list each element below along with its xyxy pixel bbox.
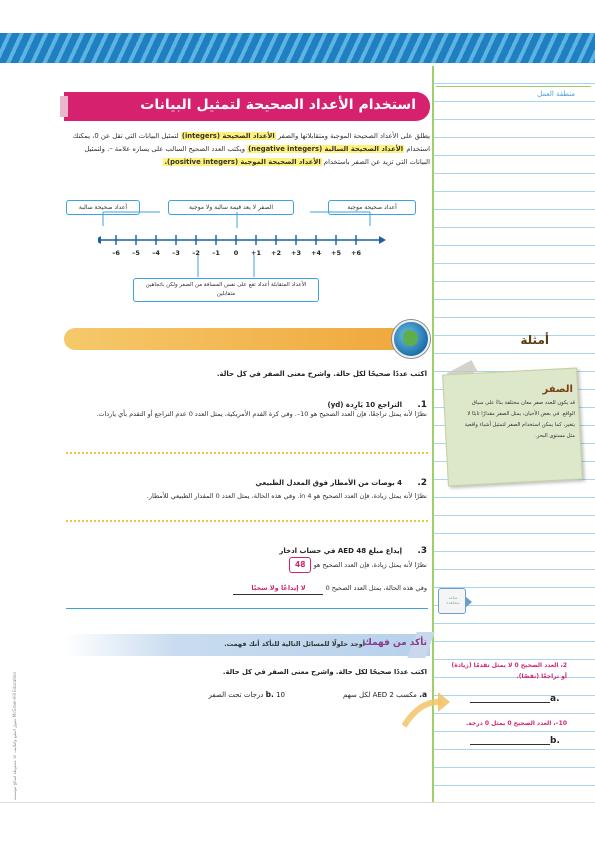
divider-dots-1: [66, 452, 428, 454]
number-line-tick-label: –5: [132, 249, 140, 257]
label-zero-neither: الصفر لا يعد قيمة سالبة ولا موجبة: [168, 200, 294, 215]
example-3-heading: [127, 538, 427, 557]
example-2-body: نظرًا لأنه يمثل زيادة، فإن العدد الصحيح هو 4 in. وفي هذه الحالة، يمثل العدد 0 المقدار الطبيعي للأمطار.: [146, 492, 427, 500]
margin-note-icon: [438, 588, 466, 614]
note-body: قد يكون للعدد صفر معان مختلفة بناءً على سياق الواقع. في بعض الأحيان، يمثل الصفر مقدارًا ثابتًا لا يتغير، كما يمكن استخدام الصفر لتمثيل أشياء واقعية مثل مستوى البحر.: [464, 400, 575, 439]
number-line-tick-label: –3: [172, 249, 180, 257]
answer-a-label: a.: [550, 694, 560, 704]
number-line-tick-label: +1: [251, 249, 261, 257]
lesson-title-bar: [64, 92, 430, 121]
answer-b-line: [470, 744, 550, 745]
work-area-title: منطقة العمل: [537, 90, 575, 98]
example-3-body-line2: [127, 582, 427, 595]
example-3-title: إيداع مبلغ 48 AED في حساب ادخار: [279, 547, 403, 555]
number-line-tick-label: –2: [192, 249, 200, 257]
label-negative-integers: أعداد صحيحة سالبة: [66, 200, 140, 215]
intro-text-3: ويكتب العدد الصحيح السالب على يساره علامة –. ولتمثيل البيانات التي تزيد عن الصفر باستخدام: [84, 145, 430, 166]
examples-title: أمثلة: [520, 333, 549, 347]
number-line-tick-label: –6: [112, 249, 120, 257]
intro-text-1: يطلق على الأعداد الصحيحة الموجبة ومتقابلاتها والصفر: [277, 132, 430, 140]
example-2-number: 2.: [417, 478, 427, 488]
margin-note-icon-text: ساعد مشاهدة: [446, 595, 460, 605]
label-opposites: الأعداد المتقابلة أعداد تقع على نفس المسافة من الصفر ولكن باتجاهين متقابلين: [133, 278, 319, 302]
example-3-number: 3.: [417, 546, 427, 556]
answer-arrow-icon: [402, 690, 452, 730]
intro-text-2: لتمثيل البيانات التي تقل عن 0، يمكنك استخدام: [72, 132, 430, 153]
number-line-tick-label: +3: [291, 249, 301, 257]
number-line-tick-label: –1: [212, 249, 220, 257]
example-3-body-line1: [127, 557, 427, 573]
intro-highlight-negative: الأعداد الصحيحة السالبة (negative integers): [248, 145, 404, 153]
globe-icon: [392, 320, 430, 358]
lesson-title: استخدام الأعداد الصحيحة لتمثيل البيانات: [140, 97, 416, 113]
example-1-number: 1.: [417, 400, 427, 410]
lesson-intro: [70, 130, 430, 169]
label-positive-integers: أعداد صحيحة موجبة: [328, 200, 416, 215]
example-3-answer-zero: لا إيداعًا ولا سحبًا: [233, 582, 323, 595]
example-1-body: نظرًا لأنه يمثل تراجعًا، فإن العدد الصحيح هو 10–. وفي كرة القدم الأمريكية، يمثل العدد 0 عدم التراجع أو التقدم بأي ياردات.: [96, 410, 427, 418]
example-3-body-1: نظرًا لأنه يمثل زيادة، فإن العدد الصحيح هو: [313, 561, 427, 569]
number-line-tick-label: –4: [152, 249, 160, 257]
check-item-b-text: 10 درجات تحت الصفر: [208, 691, 285, 699]
number-line-tick-label: +4: [311, 249, 321, 257]
divider-dots-2: [66, 520, 428, 522]
check-item-a-text: مكسب 2 AED لكل سهم: [343, 691, 417, 699]
answer-b-label: b.: [550, 736, 560, 746]
answer-a-text: 2، العدد الصحيح 0 لا يمثل تقدمًا (زيادة) أو تراجعًا (نقصًا).: [451, 662, 567, 680]
check-item-b-label: b.: [265, 690, 274, 699]
answer-b-text: 10–، العدد الصحيح 0 يمثل 0 درجة.: [466, 720, 567, 727]
example-1-title: التراجع 10 يَارِدة (yd): [327, 401, 403, 409]
answer-a-line: [470, 702, 550, 703]
number-line-tick-label: +2: [271, 249, 281, 257]
work-area-divider: [436, 86, 591, 87]
divider-line: [66, 608, 428, 609]
check-item-a-label: a.: [419, 690, 427, 699]
number-line-tick-label: +5: [331, 249, 341, 257]
top-decorative-stripe: [0, 33, 595, 63]
example-3-body-2: وفي هذه الحالة، يمثل العدد الصحيح 0: [325, 584, 427, 592]
intro-highlight-positive: الأعداد الصحيحة الموجبة (positive integers).: [164, 158, 321, 166]
number-line-tick-label: +6: [351, 249, 361, 257]
example-2-heading: [127, 470, 427, 489]
check-item-b: [165, 690, 285, 699]
number-line-connectors: [60, 210, 430, 230]
example-2-title: 4 بوصات من الأمطار فوق المعدل الطبيعي: [255, 479, 403, 487]
examples-intro: اكتب عددًا صحيحًا لكل حالة. واشرح معنى الصفر في كل حالة.: [216, 370, 427, 378]
intro-highlight-integers: الأعداد الصحيحة (integers): [181, 132, 275, 140]
check-intro: اكتب عددًا صحيحًا لكل حالة. واشرح معنى الصفر في كل حالة.: [222, 668, 427, 676]
check-title: تأكد من فهمك: [363, 638, 427, 648]
check-subtitle: أوجد حلولًا للمسائل التالية للتأكد أنك فهمت.: [224, 640, 365, 648]
example-3-answer-integer: 48: [289, 557, 311, 573]
examples-banner: [64, 328, 394, 350]
number-line-tick-label: 0: [233, 249, 239, 257]
side-credit: حقوق الطبع والتأليف © محفوظة لصالح مؤسسة McGraw-Hill Education: [12, 672, 17, 800]
note-title: الصفر: [542, 384, 573, 395]
footer-line: [0, 802, 595, 803]
